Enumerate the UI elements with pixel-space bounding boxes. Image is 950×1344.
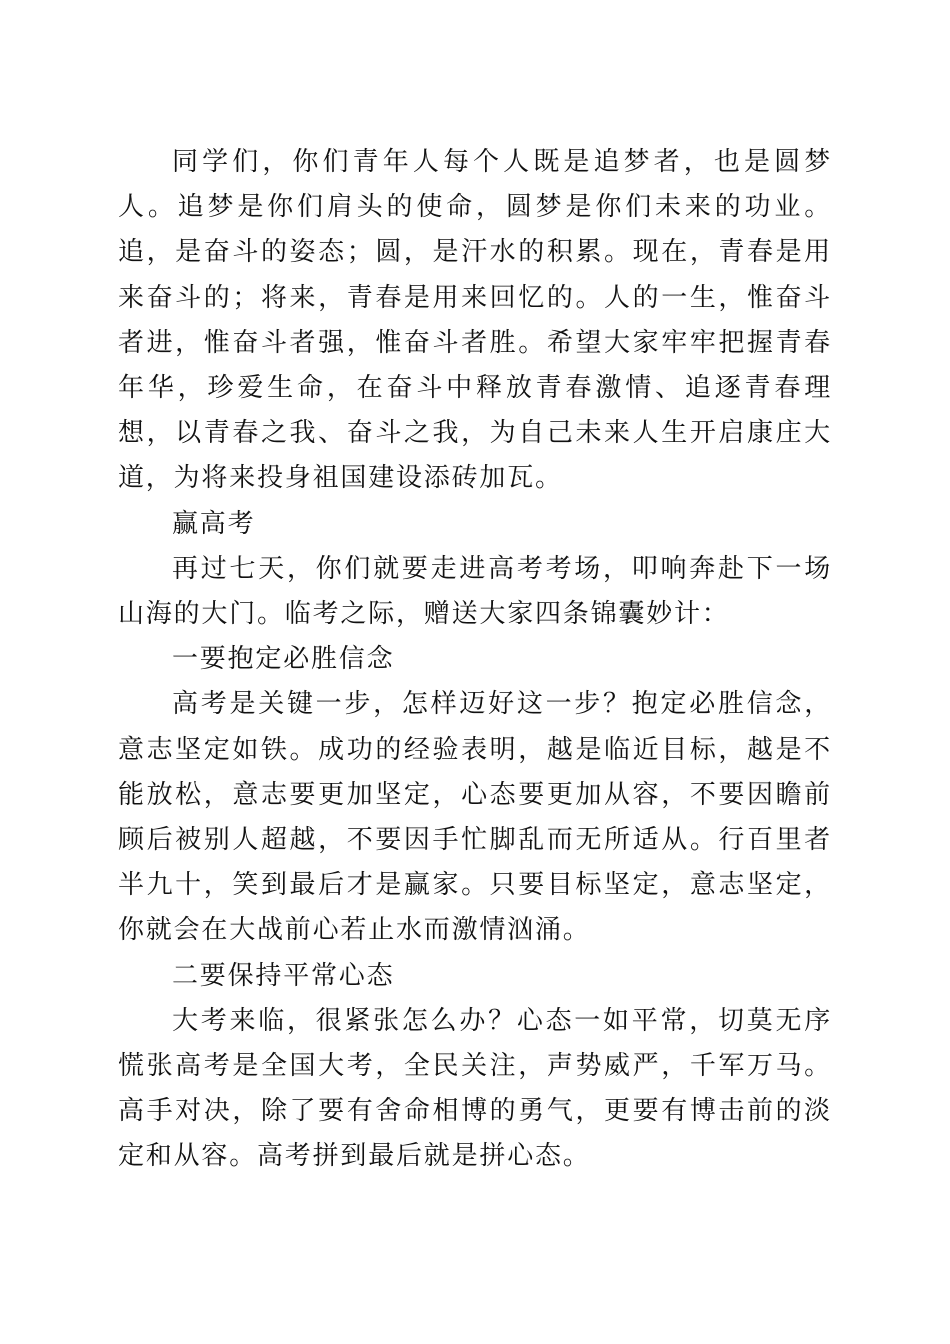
paragraph-dream: 同学们，你们青年人每个人既是追梦者，也是圆梦人。追梦是你们肩头的使命，圆梦是你们未来的功业。追，是奋斗的姿态；圆，是汗水的积累。现在，青春是用来奋斗的；将来，青春是用来回忆的。人的一生，惟奋斗者进，惟奋斗者强，惟奋斗者胜。希望大家牢牢把握青春年华，珍爱生命，在奋斗中释放青春激情、追逐青春理想，以青春之我、奋斗之我，为自己未来人生开启康庄大道，为将来投身祖国建设添砖加瓦。 [118, 147, 832, 494]
paragraph-belief: 高考是关键一步，怎样迈好这一步？抱定必胜信念，意志坚定如铁。成功的经验表明，越是临近目标，越是不能放松，意志要更加坚定，心态要更加从容，不要因瞻前顾后被别人超越，不要因手忙脚乱而无所适从。行百里者半九十，笑到最后才是赢家。只要目标坚定，意志坚定，你就会在大战前心若止水而激情汹涌。 [118, 689, 832, 946]
paragraph-calm-mind: 大考来临，很紧张怎么办？心态一如平常，切莫无序慌张高考是全国大考，全民关注，声势威严，千军万马。高手对决，除了要有舍命相博的勇气，更要有博击前的淡定和从容。高考拼到最后就是拼心态。 [118, 1005, 832, 1172]
document-body [118, 140, 832, 1180]
heading-calm-mind: 二要保持平常心态 [172, 960, 395, 991]
heading-win-exam: 赢高考 [172, 508, 256, 539]
heading-belief: 一要抱定必胜信念 [172, 644, 395, 675]
paragraph-seven-days: 再过七天，你们就要走进高考考场，叩响奔赴下一场山海的大门。临考之际，赠送大家四条锦囊妙计： [118, 553, 832, 630]
